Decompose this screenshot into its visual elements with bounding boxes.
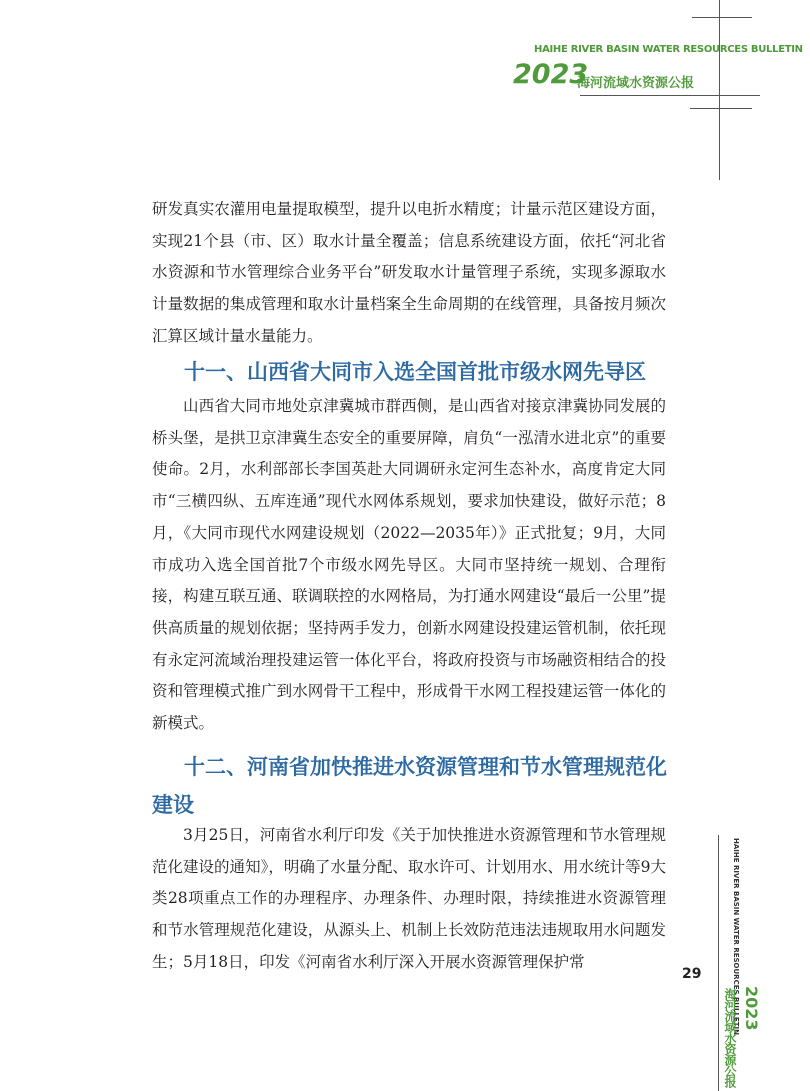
header-chinese-title: 海河流域水资源公报 (577, 76, 695, 91)
paragraph-3: 3月25日，河南省水利厅印发《关于加快推进水资源管理和节水管理规范化建设的通知》，明确了水量分配、取水许可、计划用水、用水统计等9大类28项重点工作的办理程序、办理条件、办理时限，持续推进水资源管理和节水管理规范化建设，从源头上、机制上长效防范违法违规取用水问题发生；5月18日，印发《河南省水利厅深入开展水资源管理保护常 (152, 826, 666, 971)
paragraph-2: 山西省大同市地处京津冀城市群西侧，是山西省对接京津冀协同发展的桥头堡，是拱卫京津冀生态安全的重要屏障，肩负“一泓清水进北京”的重要使命。2月，水利部部长李国英赴大同调研永定河生态补水，高度肯定大同市“三横四纵、五库连通”现代水网体系规划，要求加快建设，做好示范；8月，《大同市现代水网建设规划（2022—2035年）》正式批复；9月，大同市成功入选全国首批7个市级水网先导区。大同市坚持统一规划、合理衔接，构建互联互通、联调联控的水网格局，为打通水网建设“最后一公里”提供高质量的规划依据；坚持两手发力，创新水网建设投建运管机制，依托现有永定河流域治理投建运管一体化平台，将政府投资与市场融资相结合的投资和管理模式推广到水网骨干工程中，形成骨干水网工程投建运管一体化的新模式。 (152, 397, 666, 733)
side-english-title: HAIHE RIVER BASIN WATER RESOURCES BULLETIN (732, 838, 740, 1035)
section-heading-11: 十一、山西省大同市入选全国首批市级水网先导区 (184, 360, 646, 384)
header-rule-2 (580, 95, 760, 96)
section-heading-12: 十二、河南省加快推进水资源管理和节水管理规范化建设 (152, 755, 667, 817)
side-year: 2023 (742, 986, 761, 1031)
page-number: 29 (682, 966, 702, 982)
paragraph-1: 研发真实农灌用电量提取模型，提升以电折水精度；计量示范区建设方面，实现21个县（市、区）取水计量全覆盖；信息系统建设方面，依托“河北省水资源和节水管理综合业务平台”研发取水计量管理子系统，实现多源取水计量数据的集成管理和取水计量档案全生命周期的在线管理，具备按月频次汇算区域计量水量能力。 (152, 200, 666, 345)
header-rule-1 (692, 17, 752, 18)
header-year: 2023 (513, 59, 589, 90)
side-vertical-rule (718, 835, 719, 1091)
side-chinese-title: 海河流域水资源公报 (723, 988, 737, 1087)
header-rule-3 (690, 108, 752, 109)
header-english-title: HAIHE RIVER BASIN WATER RESOURCES BULLETIN (534, 44, 803, 55)
header-vertical-rule (719, 0, 720, 180)
